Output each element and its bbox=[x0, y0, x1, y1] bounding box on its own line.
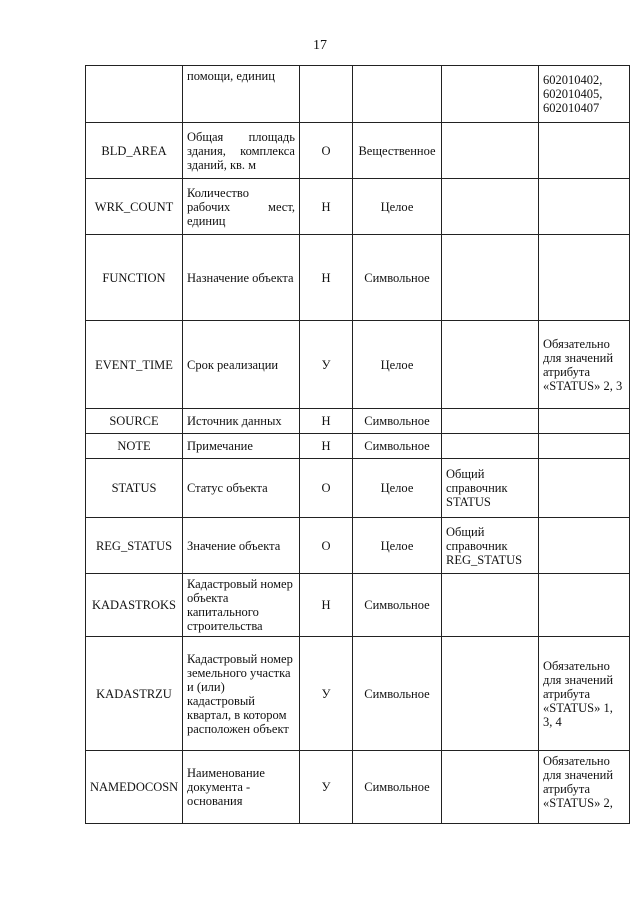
attribute-reference bbox=[442, 574, 539, 637]
attribute-type: Символьное bbox=[353, 751, 442, 824]
attribute-requirement: Н bbox=[300, 574, 353, 637]
attribute-note: Обязательно для значений атрибута «STATUS» 1, 3, 4 bbox=[539, 637, 630, 751]
table-row bbox=[86, 235, 630, 321]
attribute-reference bbox=[442, 321, 539, 409]
attribute-requirement: О bbox=[300, 459, 353, 518]
attribute-type: Символьное bbox=[353, 574, 442, 637]
table-row bbox=[86, 179, 630, 235]
attribute-name: Источник данных bbox=[183, 409, 300, 434]
attribute-name: Статус объекта bbox=[183, 459, 300, 518]
attribute-type: Символьное bbox=[353, 434, 442, 459]
attribute-name: Примечание bbox=[183, 434, 300, 459]
table-row bbox=[86, 518, 630, 574]
attribute-requirement: У bbox=[300, 637, 353, 751]
attribute-code: NAMEDOCOSN bbox=[86, 751, 183, 824]
attribute-code: KADASTROKS bbox=[86, 574, 183, 637]
attribute-note bbox=[539, 235, 630, 321]
attribute-reference bbox=[442, 409, 539, 434]
attribute-reference bbox=[442, 66, 539, 123]
attribute-table bbox=[85, 65, 630, 824]
attribute-reference bbox=[442, 235, 539, 321]
attribute-code: REG_STATUS bbox=[86, 518, 183, 574]
attribute-requirement: Н bbox=[300, 179, 353, 235]
attribute-code: FUNCTION bbox=[86, 235, 183, 321]
table-row bbox=[86, 637, 630, 751]
page-number: 17 bbox=[313, 38, 327, 53]
attribute-name: Количество рабочих мест, единиц bbox=[183, 179, 300, 235]
attribute-note: Обязательно для значений атрибута «STATUS» 2, bbox=[539, 751, 630, 824]
attribute-code: BLD_AREA bbox=[86, 123, 183, 179]
table-row bbox=[86, 574, 630, 637]
table-row bbox=[86, 66, 630, 123]
attribute-note bbox=[539, 123, 630, 179]
table-row bbox=[86, 409, 630, 434]
attribute-requirement: Н bbox=[300, 235, 353, 321]
attribute-reference bbox=[442, 637, 539, 751]
attribute-requirement: Н bbox=[300, 409, 353, 434]
attribute-note bbox=[539, 179, 630, 235]
table-row bbox=[86, 751, 630, 824]
attribute-requirement: О bbox=[300, 123, 353, 179]
attribute-note bbox=[539, 518, 630, 574]
attribute-code: KADASTRZU bbox=[86, 637, 183, 751]
attribute-name: Кадастровый номер объекта капитального строительства bbox=[183, 574, 300, 637]
attribute-type: Вещественное bbox=[353, 123, 442, 179]
attribute-type: Символьное bbox=[353, 409, 442, 434]
attribute-name: Назначение объекта bbox=[183, 235, 300, 321]
attribute-type bbox=[353, 66, 442, 123]
attribute-requirement: У bbox=[300, 321, 353, 409]
table-row bbox=[86, 459, 630, 518]
attribute-name: Общая площадь здания, комплекса зданий, кв. м bbox=[183, 123, 300, 179]
table-row bbox=[86, 123, 630, 179]
attribute-name: помощи, единиц bbox=[183, 66, 300, 123]
attribute-reference bbox=[442, 434, 539, 459]
attribute-reference bbox=[442, 751, 539, 824]
attribute-code: WRK_COUNT bbox=[86, 179, 183, 235]
attribute-reference bbox=[442, 123, 539, 179]
attribute-note bbox=[539, 459, 630, 518]
attribute-reference: Общий справочник STATUS bbox=[442, 459, 539, 518]
attribute-reference bbox=[442, 179, 539, 235]
attribute-name: Срок реализации bbox=[183, 321, 300, 409]
attribute-code: SOURCE bbox=[86, 409, 183, 434]
attribute-note bbox=[539, 409, 630, 434]
attribute-code: NOTE bbox=[86, 434, 183, 459]
attribute-name: Кадастровый номер земельного участка и (или) кадастровый квартал, в котором расположен объект bbox=[183, 637, 300, 751]
attribute-requirement: О bbox=[300, 518, 353, 574]
attribute-type: Целое bbox=[353, 459, 442, 518]
attribute-reference: Общий справочник REG_STATUS bbox=[442, 518, 539, 574]
attribute-type: Целое bbox=[353, 321, 442, 409]
attribute-name: Значение объекта bbox=[183, 518, 300, 574]
attribute-requirement: Н bbox=[300, 434, 353, 459]
attribute-code: STATUS bbox=[86, 459, 183, 518]
table-row bbox=[86, 321, 630, 409]
attribute-type: Символьное bbox=[353, 637, 442, 751]
attribute-requirement: У bbox=[300, 751, 353, 824]
attribute-note: Обязательно для значений атрибута «STATUS» 2, 3 bbox=[539, 321, 630, 409]
attribute-note bbox=[539, 574, 630, 637]
attribute-note: 602010402, 602010405, 602010407 bbox=[539, 66, 630, 123]
attribute-type: Целое bbox=[353, 518, 442, 574]
attribute-note bbox=[539, 434, 630, 459]
attribute-type: Целое bbox=[353, 179, 442, 235]
attribute-requirement bbox=[300, 66, 353, 123]
attribute-type: Символьное bbox=[353, 235, 442, 321]
attribute-code: EVENT_TIME bbox=[86, 321, 183, 409]
attribute-code bbox=[86, 66, 183, 123]
table-row bbox=[86, 434, 630, 459]
attribute-name: Наименование документа - основания bbox=[183, 751, 300, 824]
